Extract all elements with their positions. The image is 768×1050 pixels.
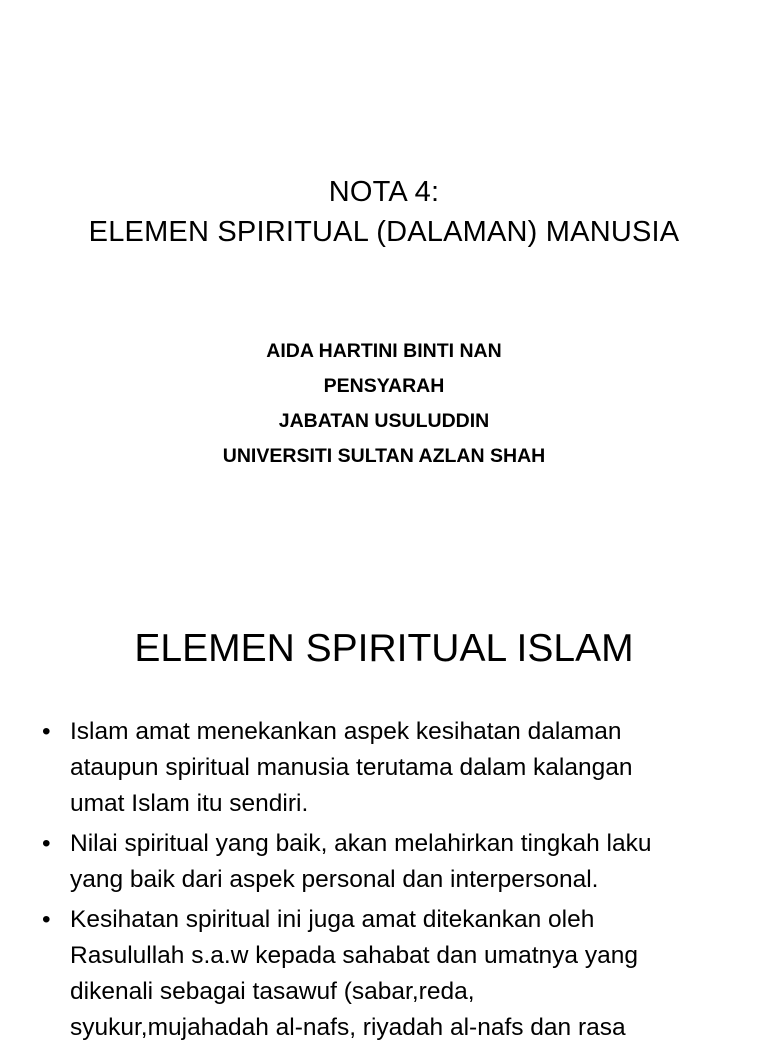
bullet-icon: • xyxy=(42,718,51,745)
slide-title xyxy=(0,172,768,252)
bullet-line: dikenali sebagai tasawuf (sabar,reda, xyxy=(70,978,475,1005)
bullet-item xyxy=(40,714,740,822)
bullet-line: syukur,mujahadah al-nafs, riyadah al-nafs dan rasa xyxy=(70,1014,626,1041)
title-line-2: ELEMEN SPIRITUAL (DALAMAN) MANUSIA xyxy=(88,216,680,248)
author-name: AIDA HARTINI BINTI NAN xyxy=(266,340,502,362)
bullet-line: yang baik dari aspek personal dan interpersonal. xyxy=(70,866,599,893)
bullet-item xyxy=(40,826,740,898)
author-position: PENSYARAH xyxy=(323,375,445,397)
title-line-1: NOTA 4: xyxy=(328,176,440,208)
author-department: JABATAN USULUDDIN xyxy=(278,410,490,432)
bullet-icon: • xyxy=(42,830,51,857)
bullet-item xyxy=(40,902,740,1046)
slide-2 xyxy=(0,596,768,1041)
author-university: UNIVERSITI SULTAN AZLAN SHAH xyxy=(222,445,546,467)
bullet-line: Kesihatan spiritual ini juga amat ditekankan oleh xyxy=(70,906,595,933)
bullet-icon: • xyxy=(42,906,51,933)
slide-2-title: ELEMEN SPIRITUAL ISLAM xyxy=(134,627,634,670)
bullet-line: umat Islam itu sendiri. xyxy=(70,790,309,817)
bullet-line: Islam amat menekankan aspek kesihatan dalaman xyxy=(70,718,622,745)
author-info xyxy=(0,334,768,474)
bullet-line: Nilai spiritual yang baik, akan melahirkan tingkah laku xyxy=(70,830,652,857)
bullet-line: Rasulullah s.a.w kepada sahabat dan umatnya yang xyxy=(70,942,638,969)
bullet-list xyxy=(40,714,740,1050)
bullet-line: ataupun spiritual manusia terutama dalam kalangan xyxy=(70,754,633,781)
